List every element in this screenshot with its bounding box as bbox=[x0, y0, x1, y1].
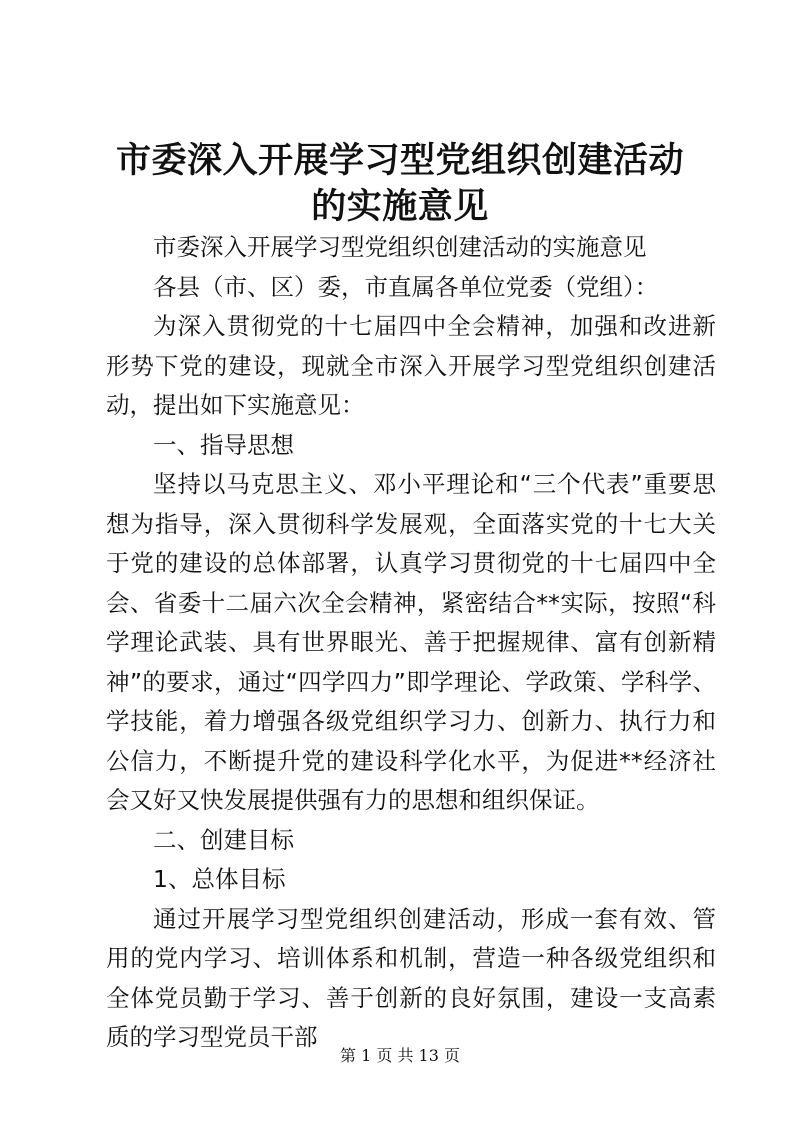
heading-guiding-ideology: 一、指导思想 bbox=[153, 430, 294, 459]
heading-overall-goal: 1、总体目标 bbox=[153, 865, 286, 893]
document-body bbox=[106, 228, 716, 1058]
paragraph-guiding-ideology: 坚持以马克思主义、邓小平理论和“三个代表”重要思想为指导，深入贯彻科学发展观，全面落实党的十七大关于党的建设的总体部署，认真学习贯彻党的十七届四中全会、省委十二届六次全会精神，紧密结合**实际，按照“科学理论武装、具有世界眼光、善于把握规律、富有创新精神”的要求，通过“四学四力”即学理论、学政策、学科学、学技能，着力增强各级党组织学习力、创新力、执行力和公信力，不断提升党的建设科学化水平，为促进**经济社会又好又快发展提供强有力的思想和组织保证。 bbox=[106, 470, 716, 814]
paragraph-subtitle: 市委深入开展学习型党组织创建活动的实施意见 bbox=[153, 233, 647, 261]
page-footer: 第 1 页 共 13 页 bbox=[340, 1046, 460, 1065]
paragraph-salutation: 各县（市、区）委，市直属各单位党委（党组）： bbox=[153, 272, 659, 301]
paragraph-intro: 为深入贯彻党的十七届四中全会精神，加强和改进新形势下党的建设，现就全市深入开展学习型党组织创建活动，提出如下实施意见： bbox=[106, 312, 716, 419]
heading-creation-goals: 二、创建目标 bbox=[153, 825, 294, 854]
document-title: 市委深入开展学习型党组织创建活动的实施意见 bbox=[115, 140, 684, 227]
paragraph-overall-goal: 通过开展学习型党组织创建活动，形成一套有效、管用的党内学习、培训体系和机制，营造一种各级党组织和全体党员勤于学习、善于创新的良好氛围，建设一支高素质的学习型党员干部 bbox=[106, 904, 716, 1051]
